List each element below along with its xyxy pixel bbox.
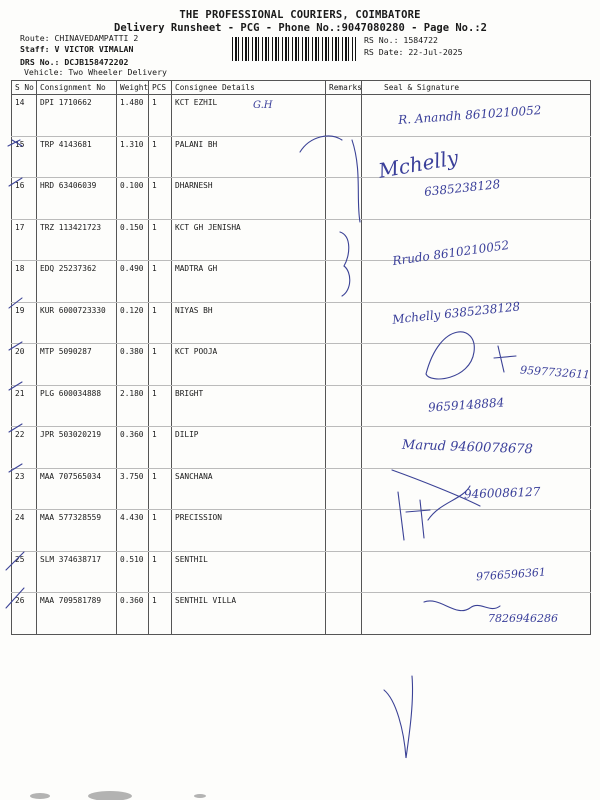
cell-weight: 0.510 (117, 551, 149, 593)
cell-consignee: PALANI BH (172, 136, 326, 178)
cell-weight: 4.430 (117, 510, 149, 552)
cell-consignment: JPR 503020219 (37, 427, 117, 469)
cell-consignment: SLM 374638717 (37, 551, 117, 593)
cell-weight: 2.180 (117, 385, 149, 427)
cell-consignee: SENTHIL (172, 551, 326, 593)
cell-consignee: MADTRA GH (172, 261, 326, 303)
signature-row-25: 9766596361 (475, 565, 547, 584)
signature-row-16: 6385238128 (423, 177, 501, 199)
col-signature: Seal & Signature (362, 81, 591, 95)
cell-pcs: 1 (149, 178, 172, 220)
cell-consignment: MAA 707565034 (37, 468, 117, 510)
cell-sno: 24 (12, 510, 37, 552)
cell-consignee: SANCHANA (172, 468, 326, 510)
cell-pcs: 1 (149, 95, 172, 137)
cell-consignee: DHARNESH (172, 178, 326, 220)
cell-sno: 15 (12, 136, 37, 178)
scribble-stroke (398, 492, 430, 540)
cell-consignee: KCT EZHIL (172, 95, 326, 137)
handwritten-note: G.H (253, 100, 273, 111)
cell-pcs: 1 (149, 468, 172, 510)
route-label: Route: CHINAVEDAMPATTI 2 (20, 33, 139, 43)
scribble-stroke (494, 346, 516, 372)
tick-mark (6, 588, 24, 608)
staff-label: Staff: V VICTOR VIMALAN (20, 44, 134, 54)
col-weight: Weight (117, 81, 149, 95)
drs-number: DRS No.: DCJB158472202 (20, 57, 129, 67)
scribble-stroke (384, 676, 413, 758)
scribble-stroke (300, 136, 342, 152)
company-title: THE PROFESSIONAL COURIERS, COIMBATORE (179, 9, 421, 21)
col-sno: S No (12, 81, 37, 95)
tick-mark (9, 342, 22, 350)
cell-sno: 26 (12, 593, 37, 635)
cell-weight: 0.150 (117, 219, 149, 261)
cell-pcs: 1 (149, 261, 172, 303)
cell-sno: 17 (12, 219, 37, 261)
cell-pcs: 1 (149, 136, 172, 178)
remarks-brace (340, 232, 350, 296)
cell-weight: 1.310 (117, 136, 149, 178)
cell-consignee: SENTHIL VILLA (172, 593, 326, 635)
rs-number: RS No.: 1584722 (364, 35, 438, 45)
cell-consignment: PLG 600034888 (37, 385, 117, 427)
cell-sno: 18 (12, 261, 37, 303)
cell-consignee: BRIGHT (172, 385, 326, 427)
signature-row-22: Marud 9460078678 (401, 437, 534, 458)
cell-consignee: PRECISSION (172, 510, 326, 552)
cell-weight: 0.100 (117, 178, 149, 220)
col-consignee: Consignee Details (172, 81, 326, 95)
col-remarks: Remarks (326, 81, 362, 95)
signature-row-21: 9659148884 (427, 395, 505, 415)
tick-mark (9, 424, 22, 432)
cell-pcs: 1 (149, 385, 172, 427)
cell-consignee: KCT GH JENISHA (172, 219, 326, 261)
cell-consignee: NIYAS BH (172, 302, 326, 344)
cell-weight: 0.490 (117, 261, 149, 303)
cell-sno: 14 (12, 95, 37, 137)
cell-pcs: 1 (149, 219, 172, 261)
remarks-brace (352, 140, 360, 222)
cell-consignment: MTP 5090287 (37, 344, 117, 386)
rs-date: RS Date: 22-Jul-2025 (364, 47, 463, 57)
cell-sno: 19 (12, 302, 37, 344)
cell-sno: 22 (12, 427, 37, 469)
cell-pcs: 1 (149, 510, 172, 552)
cell-sno: 21 (12, 385, 37, 427)
cell-consignment: KUR 6000723330 (37, 302, 117, 344)
cell-pcs: 1 (149, 344, 172, 386)
col-consignment: Consignment No (37, 81, 117, 95)
cell-weight: 3.750 (117, 468, 149, 510)
cell-sno: 23 (12, 468, 37, 510)
tick-mark (9, 298, 22, 308)
tick-mark (6, 552, 24, 570)
cell-weight: 0.360 (117, 427, 149, 469)
cell-sno: 16 (12, 178, 37, 220)
cell-sno: 20 (12, 344, 37, 386)
cell-consignee: KCT POOJA (172, 344, 326, 386)
cell-consignee: DILIP (172, 427, 326, 469)
cell-pcs: 1 (149, 593, 172, 635)
cell-consignment: TRZ 113421723 (37, 219, 117, 261)
signature-row-24: 9460086127 (463, 484, 541, 502)
signature-row-14: R. Anandh 8610210052 (397, 103, 542, 127)
scribble-stroke (426, 332, 474, 379)
tick-mark (9, 382, 22, 390)
runsheet-subtitle: Delivery Runsheet - PCG - Phone No.:9047080280 - Page No.:2 (114, 22, 487, 34)
signature-row-18: Rrudo 8610210052 (391, 237, 510, 269)
cell-pcs: 1 (149, 302, 172, 344)
cell-weight: 0.380 (117, 344, 149, 386)
cell-pcs: 1 (149, 427, 172, 469)
cell-consignment: TRP 4143681 (37, 136, 117, 178)
tick-mark (9, 178, 22, 186)
cell-consignment: HRD 63406039 (37, 178, 117, 220)
tick-mark (8, 140, 22, 146)
cell-consignment: MAA 577328559 (37, 510, 117, 552)
cell-weight: 0.360 (117, 593, 149, 635)
scribble-stroke (424, 601, 500, 611)
cell-consignment: EDQ 25237362 (37, 261, 117, 303)
signature-row-20: 9597732611 (519, 363, 591, 382)
signature-row-19: Mchelly 6385238128 (391, 299, 521, 327)
cell-consignment: DPI 1710662 (37, 95, 117, 137)
cell-pcs: 1 (149, 551, 172, 593)
signature-row-26: 7826946286 (488, 612, 558, 625)
signature-row-15: Mchelly (376, 145, 460, 183)
col-pcs: PCS (149, 81, 172, 95)
cell-weight: 0.120 (117, 302, 149, 344)
tick-mark (9, 464, 22, 472)
cell-sno: 25 (12, 551, 37, 593)
vehicle-label: Vehicle: Two Wheeler Delivery (24, 67, 167, 77)
cell-consignment: MAA 709581789 (37, 593, 117, 635)
cell-weight: 1.480 (117, 95, 149, 137)
